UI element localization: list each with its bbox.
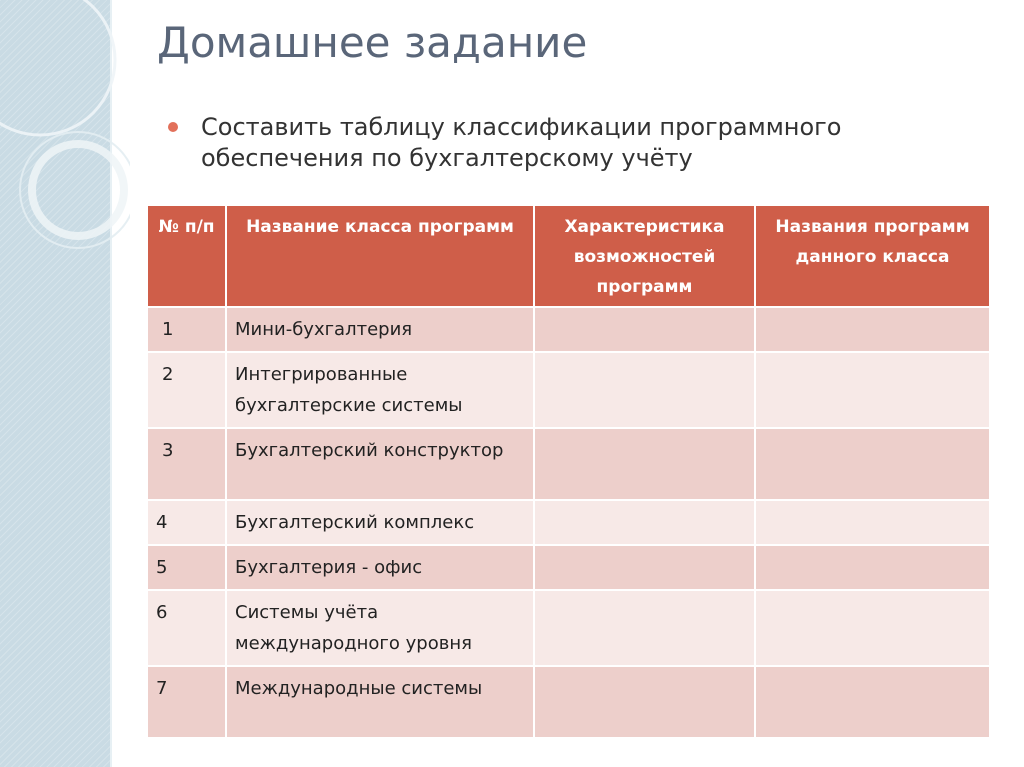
row-number: 2 — [147, 352, 226, 428]
row-class-name: Мини-бухгалтерия — [226, 307, 534, 352]
row-programs-cell — [755, 666, 990, 738]
row-programs-cell — [755, 590, 990, 666]
row-programs-cell — [755, 545, 990, 590]
row-class-name: Международные системы — [226, 666, 534, 738]
row-class-name: Интегрированные бухгалтерские системы — [226, 352, 534, 428]
header-class-name: Название класса программ — [226, 205, 534, 307]
table-row — [147, 500, 990, 545]
row-class-name: Системы учёта международного уровня — [226, 590, 534, 666]
decorative-circles-icon — [0, 0, 130, 260]
row-number: 6 — [147, 590, 226, 666]
table-row — [147, 590, 990, 666]
row-features-cell — [534, 500, 755, 545]
header-number: № п/п — [147, 205, 226, 307]
table-row — [147, 352, 990, 428]
row-programs-cell — [755, 428, 990, 500]
row-number: 1 — [147, 307, 226, 352]
row-features-cell — [534, 352, 755, 428]
page-title: Домашнее задание — [157, 18, 588, 67]
row-features-cell — [534, 428, 755, 500]
row-features-cell — [534, 307, 755, 352]
table-row — [147, 428, 990, 500]
row-class-name: Бухгалтерия - офис — [226, 545, 534, 590]
row-class-name: Бухгалтерский конструктор — [226, 428, 534, 500]
row-programs-cell — [755, 500, 990, 545]
row-programs-cell — [755, 307, 990, 352]
header-program-names: Названия программ данного класса — [755, 205, 990, 307]
row-number: 7 — [147, 666, 226, 738]
row-features-cell — [534, 666, 755, 738]
table-header-row — [147, 205, 990, 307]
table-row — [147, 307, 990, 352]
table-row — [147, 545, 990, 590]
row-features-cell — [534, 590, 755, 666]
row-class-name: Бухгалтерский комплекс — [226, 500, 534, 545]
table-row — [147, 666, 990, 738]
header-features: Характеристика возможностей программ — [534, 205, 755, 307]
row-programs-cell — [755, 352, 990, 428]
task-text: Составить таблицу классификации программного обеспечения по бухгалтерскому учёту — [201, 113, 842, 172]
row-number: 3 — [147, 428, 226, 500]
row-number: 5 — [147, 545, 226, 590]
row-number: 4 — [147, 500, 226, 545]
classification-table — [146, 204, 991, 739]
bullet-dot-icon — [168, 122, 178, 132]
row-features-cell — [534, 545, 755, 590]
